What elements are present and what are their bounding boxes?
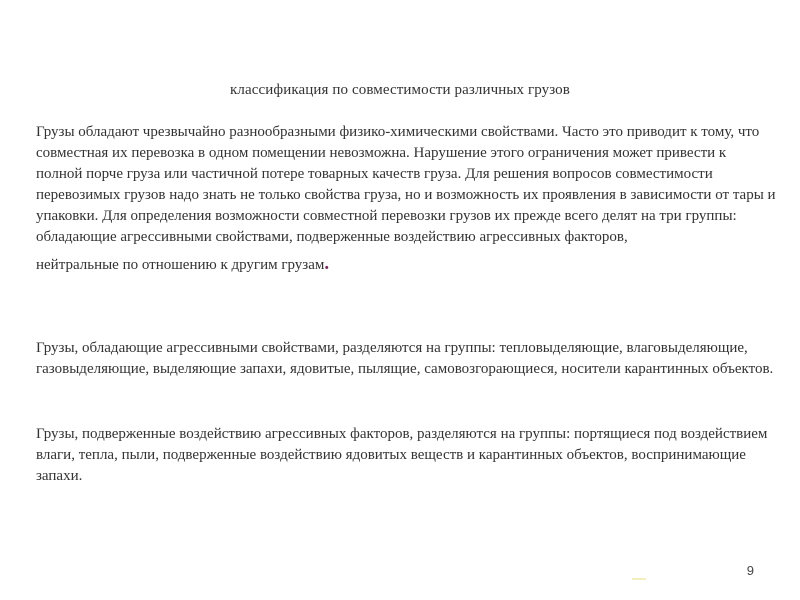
paragraph-intro-last-line xyxy=(36,253,776,276)
footer-decoration xyxy=(632,578,646,580)
paragraph-susceptible-groups: Грузы, подверженные воздействию агрессивных факторов, разделяются на группы: портящиеся под воздействием влаги, тепла, пыли, подверженные воздействию ядовитых веществ и карантинных объектов, воспринимающие запахи. xyxy=(36,426,768,484)
paragraph-intro-text: Грузы обладают чрезвычайно разнообразными физико-химическими свойствами. Часто это приводит к тому, что совместная их перевозка в одном помещении невозможна. Нарушение этого ограничения может привести к полной порче груза или частичной потере товарных качеств груза. Для решения вопросов совместимости перевозимых грузов надо знать не только свойства груза, но и возможность их проявления в зависимости от тары и упаковки. Для определения возможности совместной перевозки грузов их прежде всего делят на три группы: обладающие агрессивными свойствами, подверженные воздействию агрессивных факторов, xyxy=(36,124,776,245)
paragraph-intro xyxy=(36,122,776,276)
accent-dot: . xyxy=(324,253,330,274)
paragraph-intro-last-text: нейтральные по отношению к другим грузам xyxy=(36,257,325,273)
slide-title: классификация по совместимости различных грузов xyxy=(230,82,570,98)
paragraph-aggressive-groups: Грузы, обладающие агрессивными свойствами, разделяются на группы: тепловыделяющие, влаговыделяющие, газовыделяющие, выделяющие запахи, ядовитые, пылящие, самовозгорающиеся, носители карантинных объектов. xyxy=(36,340,774,377)
page-number: 9 xyxy=(746,563,754,578)
